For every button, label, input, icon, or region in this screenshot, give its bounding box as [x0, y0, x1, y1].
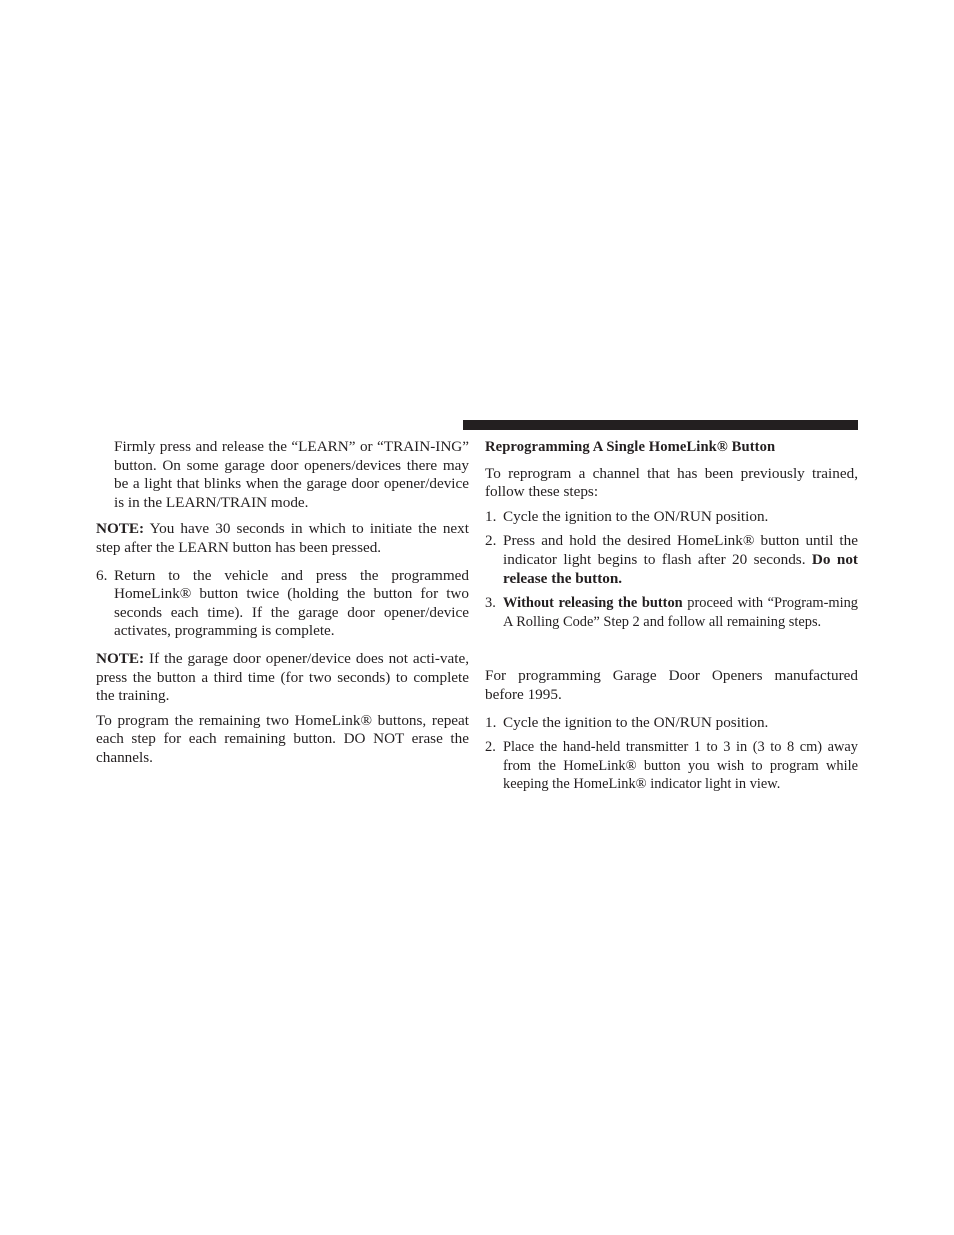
- list-item: [485, 594, 858, 631]
- list-item-bold-text: Without releasing the button: [503, 595, 683, 612]
- list-item: [485, 532, 858, 588]
- list-item-number: 3.: [485, 595, 496, 612]
- note-2: [96, 650, 469, 706]
- remaining-buttons-paragraph: To program the remaining two HomeLink® buttons, repeat each step for each remaining button. DO NOT erase the channels.: [96, 711, 469, 766]
- step-6-text: Return to the vehicle and press the programmed HomeLink® button twice (holding the button for two seconds each time). If the garage door opener/device activates, programming is complete.: [114, 566, 469, 640]
- list-item-number: 2.: [485, 532, 497, 550]
- section-heading: Reprogramming A Single HomeLink® Button: [485, 439, 776, 455]
- step-6-number: 6.: [96, 566, 108, 584]
- note-2-text: If the garage door opener/device does not acti-vate, press the button a third time (for two seconds) to complete the training.: [96, 649, 469, 705]
- list-item-text: Place the hand-held transmitter 1 to 3 in (3 to 8 cm) away from the HomeLink® button you wish to program while keeping the HomeLink® indicator light in view.: [503, 739, 858, 793]
- note-2-label: NOTE:: [96, 649, 145, 667]
- list-item-text: Press and hold the desired HomeLink® button until the indicator light begins to flash after 20 seconds.: [503, 532, 858, 568]
- left-column: [96, 438, 469, 768]
- pre-1995-intro: For programming Garage Door Openers manufactured before 1995.: [485, 667, 858, 703]
- intro-paragraph: To reprogram a channel that has been previously trained, follow these steps:: [485, 464, 858, 501]
- list-item-text: Cycle the ignition to the ON/RUN position.: [503, 713, 769, 731]
- list-item-number: 1.: [485, 507, 497, 525]
- list-item-bold-text: Do not release the button.: [503, 550, 858, 587]
- note-1-text: You have 30 seconds in which to initiate the next step after the LEARN button has been pressed.: [96, 520, 469, 556]
- list-item: [485, 714, 858, 733]
- list-item-number: 2.: [485, 739, 496, 756]
- list-item: [485, 738, 858, 794]
- step-5-text: Firmly press and release the “LEARN” or “TRAIN-ING” button. On some garage door openers/devices there may be a light that blinks when the garage door opener/device is in the LEARN/TRAIN mode.: [114, 438, 469, 511]
- list-item-number: 1.: [485, 713, 497, 731]
- note-1-label: NOTE:: [96, 520, 145, 538]
- right-column: [485, 438, 858, 794]
- list-item: [485, 508, 858, 527]
- list-item-text: proceed with “Program-ming A Rolling Code” Step 2 and follow all remaining steps.: [503, 595, 858, 630]
- step-6: [96, 567, 469, 641]
- list-item-text: Cycle the ignition to the ON/RUN position.: [503, 507, 769, 525]
- note-1: [96, 520, 469, 557]
- section-header-bar: [463, 420, 858, 430]
